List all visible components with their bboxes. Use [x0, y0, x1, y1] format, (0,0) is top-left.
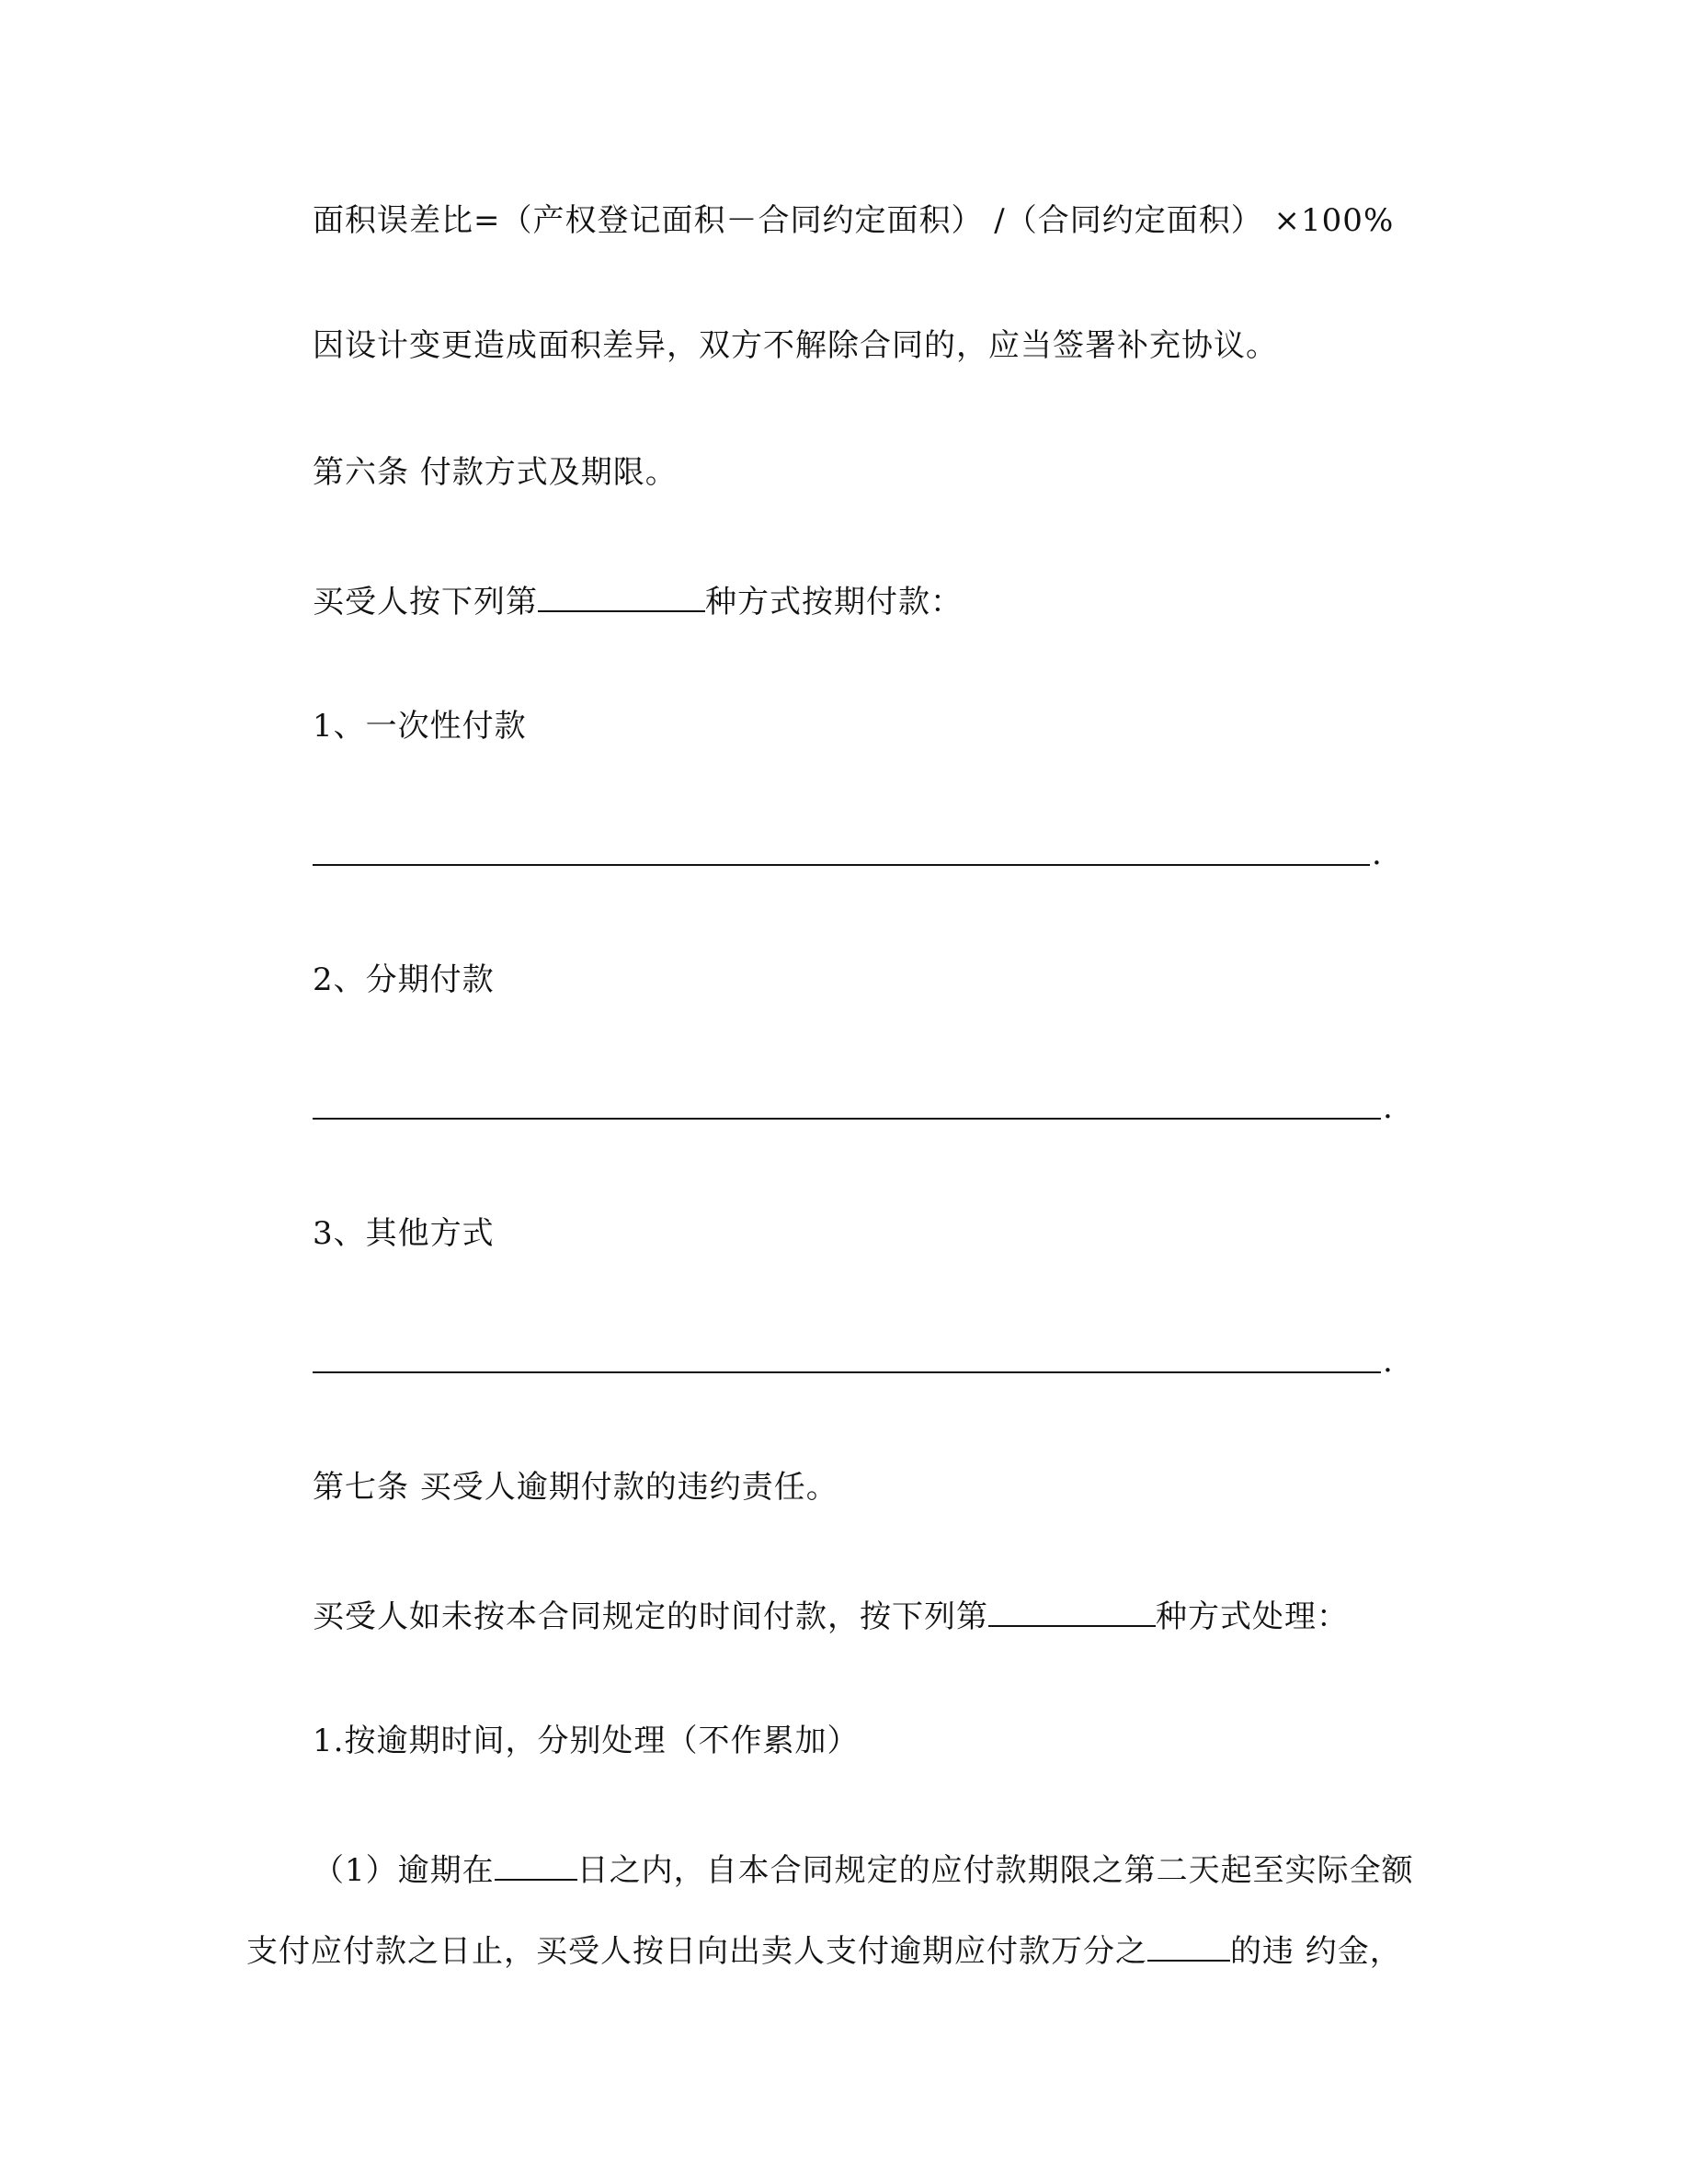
payment-option-3-fill-line[interactable] [313, 1340, 1407, 1381]
clause-1-b-post: 的违 约金， [1230, 1933, 1402, 1970]
clause-1-line-a [313, 1848, 1414, 1891]
fill-rule [313, 864, 1370, 866]
fill-rule [313, 1371, 1381, 1373]
fill-dot: . [1372, 836, 1382, 872]
clause-1-a-mid: 日之内，自本合同规定的应付款期限之第二天起至实际全额 [576, 1852, 1414, 1889]
article-7-intro-pre: 买受人如未按本合同规定的时间付款，按下列第 [313, 1598, 988, 1635]
fill-dot: . [1383, 1089, 1393, 1126]
fill-rule [313, 1118, 1381, 1120]
breach-method-blank[interactable] [988, 1594, 1156, 1627]
payment-option-1-fill-line[interactable] [313, 833, 1397, 873]
payment-option-1: 1、一次性付款 [313, 708, 527, 745]
clause-1-b-pre: 支付应付款之日止，买受人按日向出卖人支付逾期应付款万分之 [246, 1933, 1147, 1970]
payment-option-2-fill-line[interactable] [313, 1086, 1407, 1127]
payment-method-blank[interactable] [538, 579, 705, 612]
item-1: 1.按逾期时间，分别处理（不作累加） [313, 1723, 860, 1759]
design-change-clause: 因设计变更造成面积差异，双方不解除合同的，应当签署补充协议。 [313, 327, 1278, 364]
overdue-days-blank[interactable] [495, 1848, 577, 1881]
penalty-rate-blank[interactable] [1147, 1928, 1230, 1962]
article-6-intro [313, 579, 963, 622]
payment-option-3: 3、其他方式 [313, 1215, 495, 1252]
payment-option-2: 2、分期付款 [313, 961, 495, 998]
clause-1-a-pre: （1）逾期在 [313, 1852, 495, 1889]
article-7-intro [313, 1594, 1349, 1637]
fill-dot: . [1383, 1343, 1393, 1380]
article-6-title: 第六条 付款方式及期限。 [313, 454, 678, 491]
clause-1-line-b [246, 1928, 1402, 1972]
article-7-title: 第七条 买受人逾期付款的违约责任。 [313, 1469, 838, 1506]
article-6-intro-pre: 买受人按下列第 [313, 584, 538, 620]
article-6-intro-post: 种方式按期付款： [705, 584, 963, 620]
article-7-intro-post: 种方式处理： [1156, 1598, 1349, 1635]
area-error-formula: 面积误差比=（产权登记面积－合同约定面积） /（合同约定面积） ×100% [313, 202, 1395, 239]
